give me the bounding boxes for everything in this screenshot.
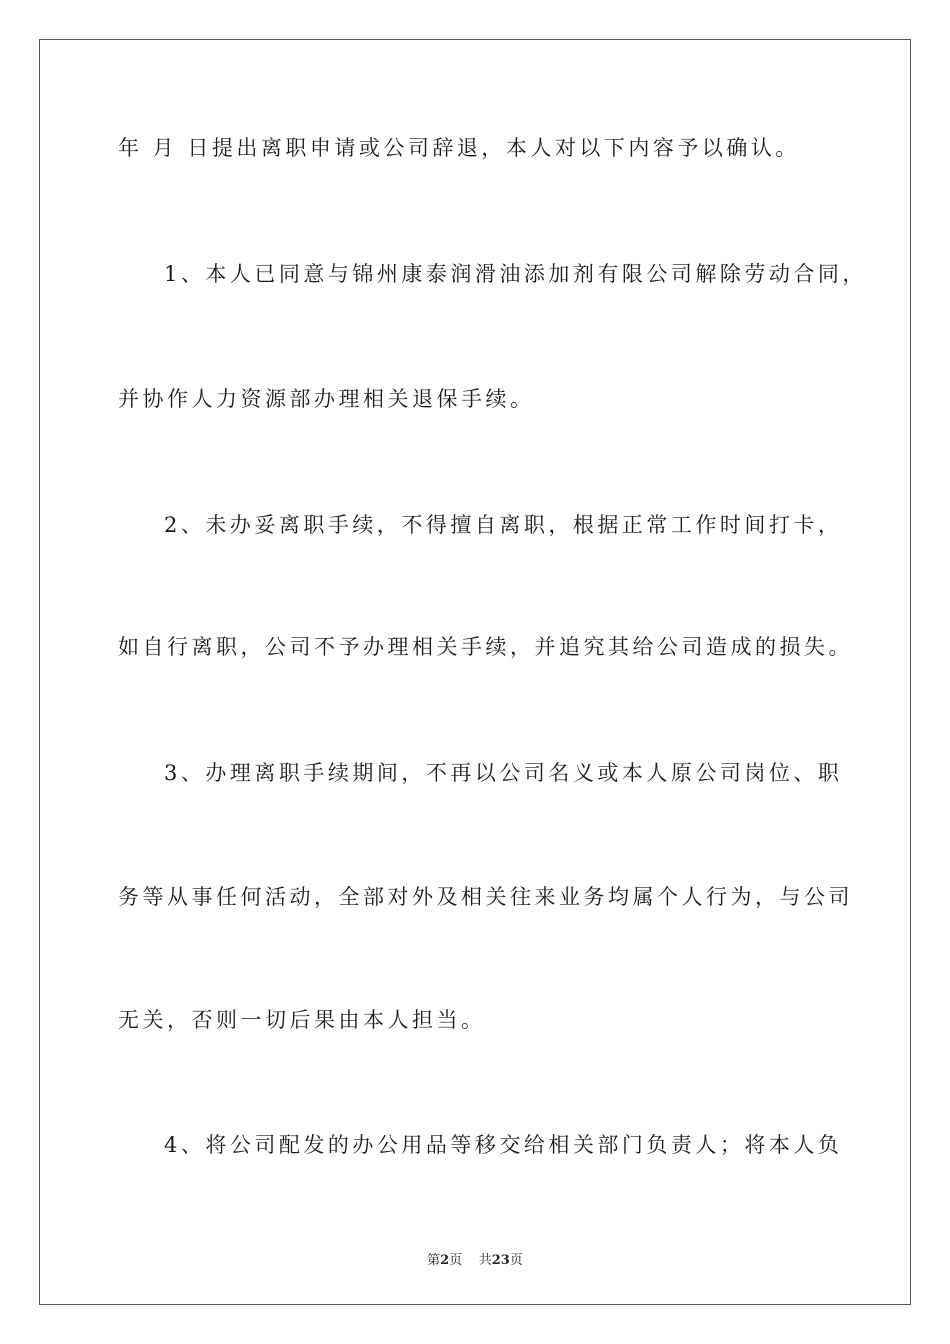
- body-line-6: 3、办理离职手续期间，不再以公司名义或本人原公司岗位、职: [164, 761, 843, 785]
- body-line-2: 1、本人已同意与锦州康泰润滑油添加剂有限公司解除劳动合同，: [164, 262, 867, 286]
- body-line-9: 4、将公司配发的办公用品等移交给相关部门负责人；将本人负: [164, 1133, 843, 1157]
- body-line-3: 并协作人力资源部办理相关退保手续。: [118, 387, 535, 411]
- page-footer: [0, 1249, 950, 1268]
- page-frame: [39, 39, 911, 1305]
- body-line-4: 2、未办妥离职手续，不得擅自离职，根据正常工作时间打卡，: [164, 513, 843, 537]
- footer-total-prefix: 共: [478, 1253, 492, 1268]
- body-line-7: 务等从事任何活动，全部对外及相关往来业务均属个人行为，与公司: [118, 885, 853, 909]
- body-line-1: 年 月 日提出离职申请或公司辞退，本人对以下内容予以确认。: [118, 136, 800, 160]
- footer-total-suffix: 页: [509, 1253, 523, 1268]
- body-line-8: 无关，否则一切后果由本人担当。: [118, 1008, 486, 1032]
- footer-total-pages: 23: [491, 1253, 510, 1268]
- footer-page-suffix: 页: [449, 1253, 463, 1268]
- footer-page-prefix: 第: [427, 1253, 441, 1268]
- body-line-5: 如自行离职，公司不予办理相关手续，并追究其给公司造成的损失。: [118, 635, 853, 659]
- footer-page-number: 2: [440, 1253, 450, 1268]
